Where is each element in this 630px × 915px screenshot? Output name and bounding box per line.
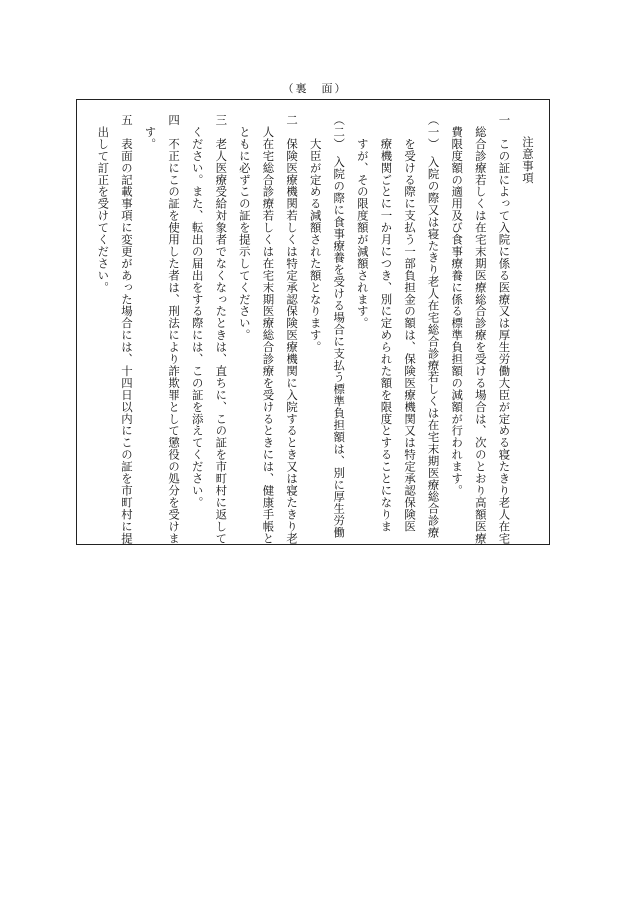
note-line: 出して訂正を受けてください。 (96, 114, 111, 294)
note-line: （二） 入院の際に食事療養を受ける場合に支払う標準負担額は、別に厚生労働 (332, 114, 347, 539)
note-line: 二 保険医療機関若しくは特定承認保険医療機関に入院するとき又は寝たきり老 (285, 114, 300, 545)
note-line: ください。また、転出の届出をする際には、この証を添えてください。 (190, 114, 205, 509)
notes-frame (76, 99, 550, 545)
note-line: 費限度額の適用及び食事療養に係る標準負担額の減額が行われます。 (450, 114, 465, 497)
note-line: を受ける際に支払う一部負担金の額は、保険医療機関又は特定承認保険医 (403, 114, 418, 533)
note-line: 五 表面の記載事項に変更があった場合には、十四日以内にこの証を市町村に提 (119, 114, 134, 545)
note-line: すが、その限度額が減額されます。 (355, 114, 370, 330)
note-line: ともに必ずこの証を提示してください。 (237, 114, 252, 342)
note-line: 四 不正にこの証を使用した者は、刑法により詐欺罪として懲役の処分を受けま (167, 114, 182, 545)
page-side-label: （裏 面） (282, 82, 348, 95)
note-line: 療機関ごとに一か月につき、別に定められた額を限度とすることになりま (379, 114, 394, 533)
note-line: （一） 入院の際又は寝たきり老人在宅総合診療若しくは在宅末期医療総合診療 (426, 114, 441, 539)
notes-title: 注意事項 (521, 136, 535, 184)
note-line: 人在宅総合診療若しくは在宅末期医療総合診療を受けるときには、健康手帳と (261, 114, 276, 545)
note-line: す。 (143, 114, 158, 150)
note-line: 総合診療若しくは在宅末期医療総合診療を受ける場合は、次のとおり高額医療 (473, 114, 488, 545)
note-line: 大臣が定める減額された額となります。 (308, 114, 323, 353)
notes-text (91, 100, 549, 544)
note-line: 三 老人医療受給対象者でなくなったときは、直ちに、この証を市町村に返して (214, 114, 229, 545)
note-line: 一 この証によって入院に係る医療又は厚生労働大臣が定める寝たきり老人在宅 (497, 114, 512, 545)
